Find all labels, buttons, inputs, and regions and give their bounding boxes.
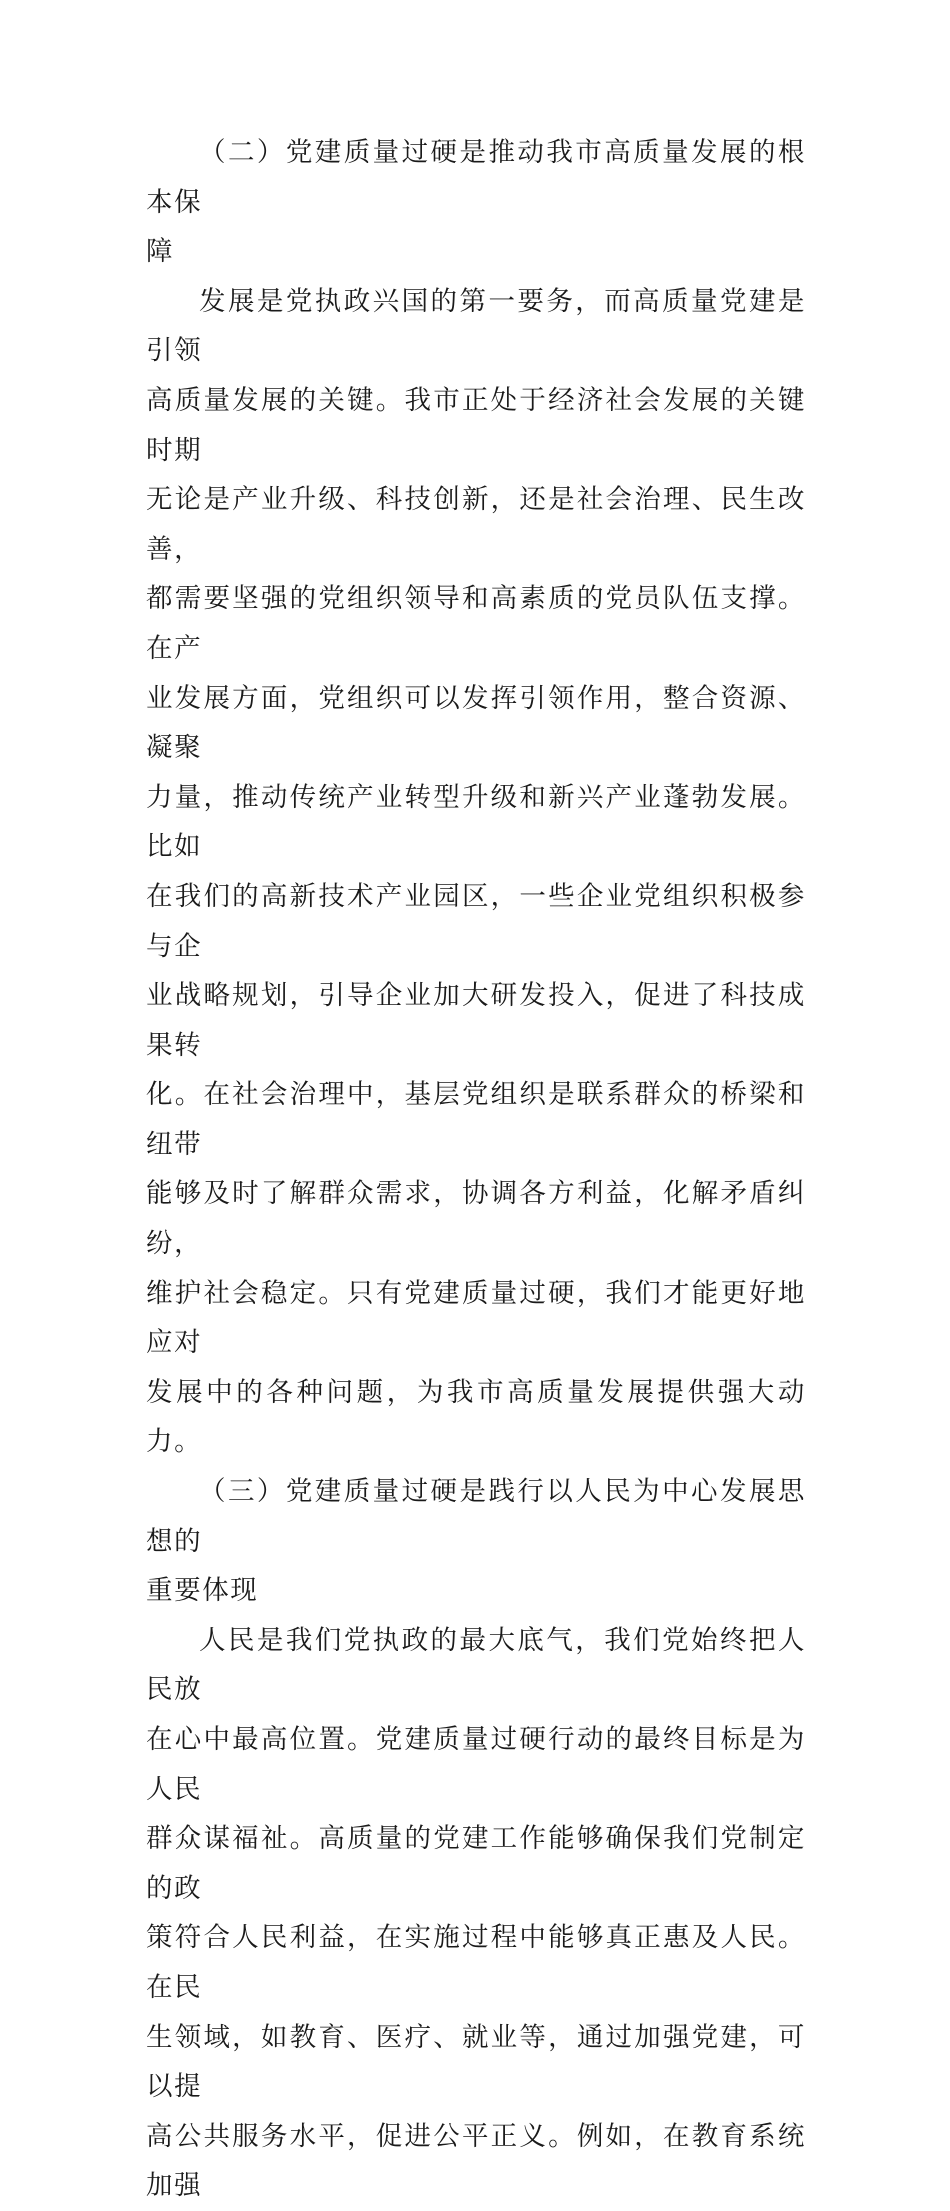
body-paragraph: 人民是我们党执政的最大底气，我们党始终把人民放 在心中最高位置。党建质量过硬行动的最终目标是为人民 群众谋福祉。高质量的党建工作能够确保我们党制定的政 策符合人民利益，在实施过程中能够真正惠及人民。在民 生领域，如教育、医疗、就业等，通过加强党建，可以提 高公共服务水平，促进公平正义。例如，在教育系统加强 bbox=[146, 1624, 806, 2202]
body-paragraph: 发展是党执政兴国的第一要务，而高质量党建是引领 高质量发展的关键。我市正处于经济社会发展的关键时期 无论是产业升级、科技创新，还是社会治理、民生改善， 都需要坚强的党组织领导和高素质的党员队伍支撑。在产 业发展方面，党组织可以发挥引领作用，整合资源、凝聚 力量，推动传统产业转型升级和新兴产业蓬勃发展。比如 在我们的高新技术产业园区，一些企业党组织积极参与企 业战略规划，引导企业加大研发投入，促进了科技成果转 化。在社会治理中，基层党组织是联系群众的桥梁和纽带 能够及时了解群众需求，协调各方利益，化解矛盾纠纷， 维护社会稳定。只有党建质量过硬，我们才能更好地应对 发展中的各种问题，为我市高质量发展提供强大动力。 bbox=[146, 285, 806, 1458]
section-heading-3: （三）党建质量过硬是践行以人民为中心发展思想的 重要体现 bbox=[146, 1476, 806, 1607]
section-heading-2: （二）党建质量过硬是推动我市高质量发展的根本保 障 bbox=[146, 137, 806, 268]
document-body bbox=[146, 128, 806, 2211]
